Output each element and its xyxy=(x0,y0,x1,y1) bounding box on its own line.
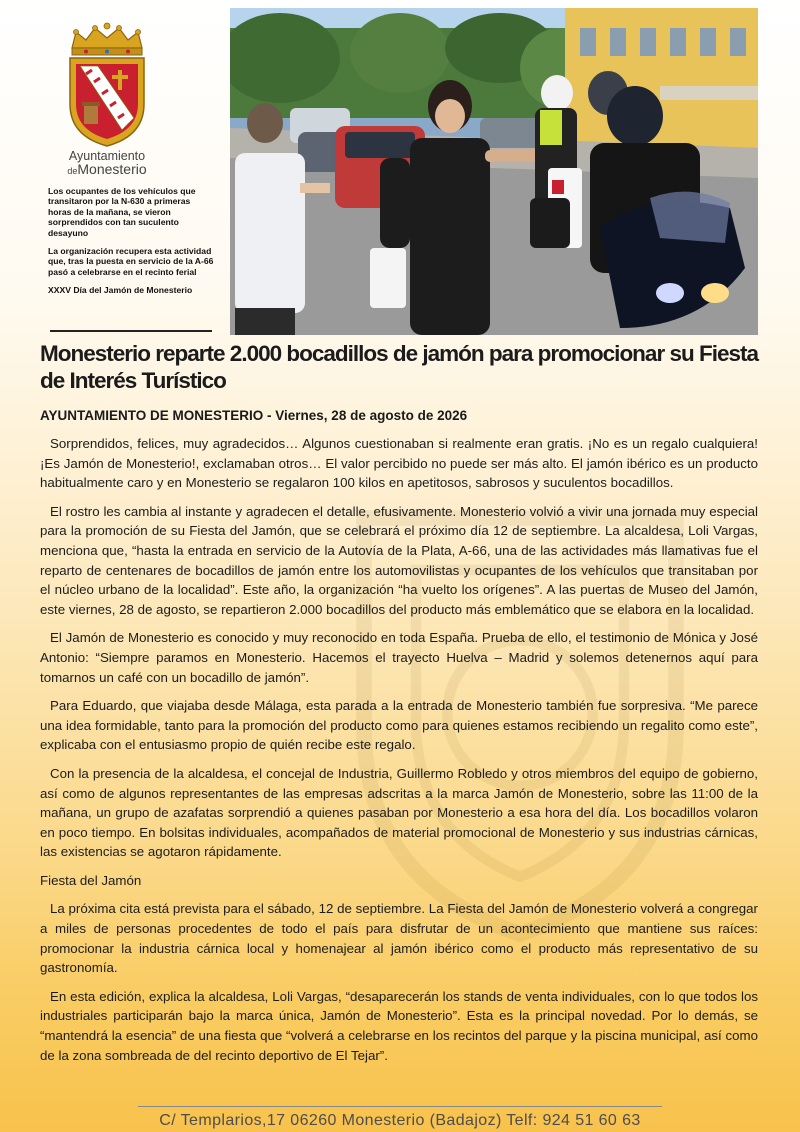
paragraph-3: El Jamón de Monesterio es conocido y muy reconocido en toda España. Prueba de ello, el testimonio de Mónica y José Antonio: “Siempre paramos en Monesterio. Hacemos el trayecto Huelva – Madrid y solemos detenernos aquí para tomarnos un café con un bocadillo de jamón”. xyxy=(40,630,758,685)
paragraph-5: Con la presencia de la alcaldesa, el concejal de Industria, Guillermo Robledo y otros miembros del equipo de gobierno, así como de algunos representantes de las empresas adscritas a la marca Jamón de Monesterio, sobre las 11:00 de la mañana, un grupo de azafatas sorprendió a quienes pasaban por Monesterio a esa hora del día. Los bocadillos volaron en poco tiempo. En bolsitas individuales, acompañados de material promocional de Monesterio y sus industrias cárnicas, las existencias se agotaron rápidamente. xyxy=(40,765,758,860)
photo-scene xyxy=(230,8,758,335)
sidebar-divider xyxy=(50,330,212,332)
coat-of-arms-icon xyxy=(62,22,152,148)
caption-1: Los ocupantes de los vehículos que transitaron por la N-630 a primeras horas de la mañana, se vieron sorprendidos con tan suculento desayuno xyxy=(48,186,196,238)
photo-captions xyxy=(48,186,216,304)
paragraph-2: El rostro les cambia al instante y agradecen el detalle, efusivamente. Monesterio volvió a vivir una jornada muy especial para la promoción de su Fiesta del Jamón, que se celebrará el próximo día 12 de septiembre. La alcaldesa, Loli Vargas, menciona que, “hasta la entrada en servicio de la Autovía de la Plata, A-66, una de las actividades más llamativas fue el reparto de centenares de bocadillos de jamón entre los automovilistas y ocupantes de los vehículos que transitaban por el núcleo urbano de la localidad”. Este año, la organización “ha vuelto los orígenes”. A las puertas de Museo del Jamón, este viernes, 28 de agosto, se repartieron 2.000 bocadillos del producto más emblemático que se elabora en la localidad. xyxy=(40,503,758,617)
paragraph-1: Sorprendidos, felices, muy agradecidos… Algunos cuestionaban si realmente eran gratis. ¡No es un regalo cualquiera! ¡Es Jamón de Monesterio!, exclamaban otros… El valor percibido no puede ser más alto. El jamón ibérico es un producto habitualmente caro y en Monesterio se regalaron 100 kilos en apetitosos, sabrosos y suculentos bocadillos. xyxy=(40,436,758,491)
headline: Monesterio reparte 2.000 bocadillos de jamón para promocionar su Fiesta de Interés Turístico xyxy=(40,341,758,393)
byline: AYUNTAMIENTO DE MONESTERIO - Viernes, 28 de agosto de 2026 xyxy=(40,408,468,423)
footer-address: C/ Templarios,17 06260 Monesterio (Badajoz) Telf: 924 51 60 63 xyxy=(159,1112,641,1129)
paragraph-7: En esta edición, explica la alcaldesa, Loli Vargas, “desaparecerán los stands de venta individuales, con lo que todos los industriales participarán bajo la marca única, Jamón de Monesterio”. Esta es la principal novedad. Por lo demás, se “mantendrá la esencia” de una fiesta que “volverá a celebrarse en los recintos del parque y la piscina municipal, así como de la zona sombreada de del recinto deportivo de El Tejar”. xyxy=(40,988,758,1063)
paragraph-6: La próxima cita está prevista para el sábado, 12 de septiembre. La Fiesta del Jamón de Monesterio volverá a congregar a miles de personas procedentes de todo el país para disfrutar de un acontecimiento que mantiene sus raíces: promocionar la industria cárnica local y homenajear al jamón ibérico como el producto más representativo de su gastronomía. xyxy=(40,901,758,976)
logo-text xyxy=(52,150,162,178)
ayuntamiento-logo xyxy=(52,22,162,178)
logo-text-monesterio: Monesterio xyxy=(77,161,147,177)
footer-divider xyxy=(138,1106,662,1107)
caption-3: XXXV Día del Jamón de Monesterio xyxy=(48,285,193,296)
logo-text-de: de xyxy=(67,166,78,176)
caption-2: La organización recupera esta actividad que, tras la puesta en servicio de la A-66 pasó a celebrarse en el recinto ferial xyxy=(48,246,214,277)
article-body xyxy=(40,434,758,1074)
logo-text-line1: Ayuntamiento xyxy=(68,149,146,163)
article-photo xyxy=(230,8,758,335)
subheading-fiesta: Fiesta del Jamón xyxy=(40,872,142,888)
paragraph-4: Para Eduardo, que viajaba desde Málaga, esta parada a la entrada de Monesterio también fue sorpresiva. “Me parece una idea formidable, tanto para la promoción del producto como para quienes estamos recibiendo un regalito como este”, explicaba con el entusiasmo propio de quién recibe este regalo. xyxy=(40,698,758,753)
